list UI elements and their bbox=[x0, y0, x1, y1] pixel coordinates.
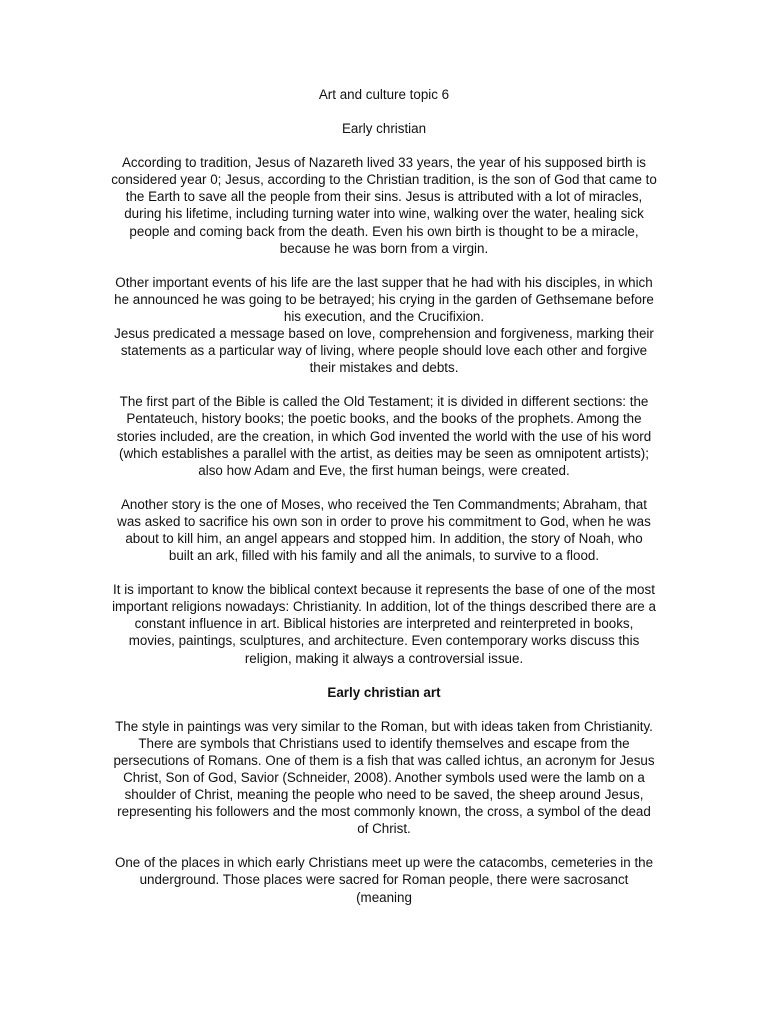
document-subtitle: Early christian bbox=[341, 121, 427, 137]
document-title: Art and culture topic 6 bbox=[318, 87, 450, 102]
paragraph-moses-abraham-noah: Another story is the one of Moses, who received the Ten Commandments; Abraham, that was asked to sacrifice his own son in order to prove his commitment to God, when he was about to kill him, an angel appears and stopped him. In addition, the story of Noah, who built an ark, filled with his family and all the animals, to survive to a flood. bbox=[117, 496, 651, 564]
section-heading: Early christian art bbox=[327, 684, 441, 700]
document-body bbox=[88, 86, 680, 906]
paragraph-jesus-tradition: According to tradition, Jesus of Nazareth lived 33 years, the year of his supposed birth is considered year 0; Jesus, according to the Christian tradition, is the son of God that came to the Earth to save all the people from their sins. Jesus is attributed with a lot of miracles, during his lifetime, including turning water into wine, walking over the water, healing sick people and coming back from the death. Even his own birth is thought to be a miracle, because he was born from a virgin. bbox=[111, 155, 657, 256]
paragraph-old-testament: The first part of the Bible is called the Old Testament; it is divided in different sections: the Pentateuch, history books; the poetic books, and the books of the prophets. Among the stories included, are the creation, in which God invented the world with the use of his word (which establishes a parallel with the artist, as deities may be seen as omnipotent artists); also how Adam and Eve, the first human beings, were created. bbox=[116, 394, 652, 478]
paragraph-biblical-context: It is important to know the biblical context because it represents the base of one of the most important religions nowadays: Christianity. In addition, lot of the things described there are a constant influence in art. Biblical histories are interpreted and reinterpreted in books, movies, paintings, sculptures, and architecture. Even contemporary works discuss this religion, making it always a controversial issue. bbox=[112, 582, 656, 666]
paragraph-message: Jesus predicated a message based on love, comprehension and forgiveness, marking their statements as a particular way of living, where people should love each other and forgive their mistakes and debts. bbox=[114, 326, 654, 376]
paragraph-catacombs: One of the places in which early Christians meet up were the catacombs, cemeteries in the underground. Those places were sacred for Roman people, there were sacrosanct (meaning bbox=[114, 855, 654, 905]
paragraph-painting-style: The style in paintings was very similar to the Roman, but with ideas taken from Christianity. There are symbols that Christians used to identify themselves and escape from the persecutions of Romans. One of them is a fish that was called ichtus, an acronym for Jesus Christ, Son of God, Savior (Schneider, 2008). Another symbols used were the lamb on a shoulder of Christ, meaning the people who need to be saved, the sheep around Jesus, representing his followers and the most commonly known, the cross, a symbol of the dead of Christ. bbox=[113, 718, 655, 837]
paragraph-life-events: Other important events of his life are the last supper that he had with his disciples, in which he announced he was going to be betrayed; his crying in the garden of Gethsemane before his execution, and the Crucifixion. bbox=[114, 274, 654, 324]
